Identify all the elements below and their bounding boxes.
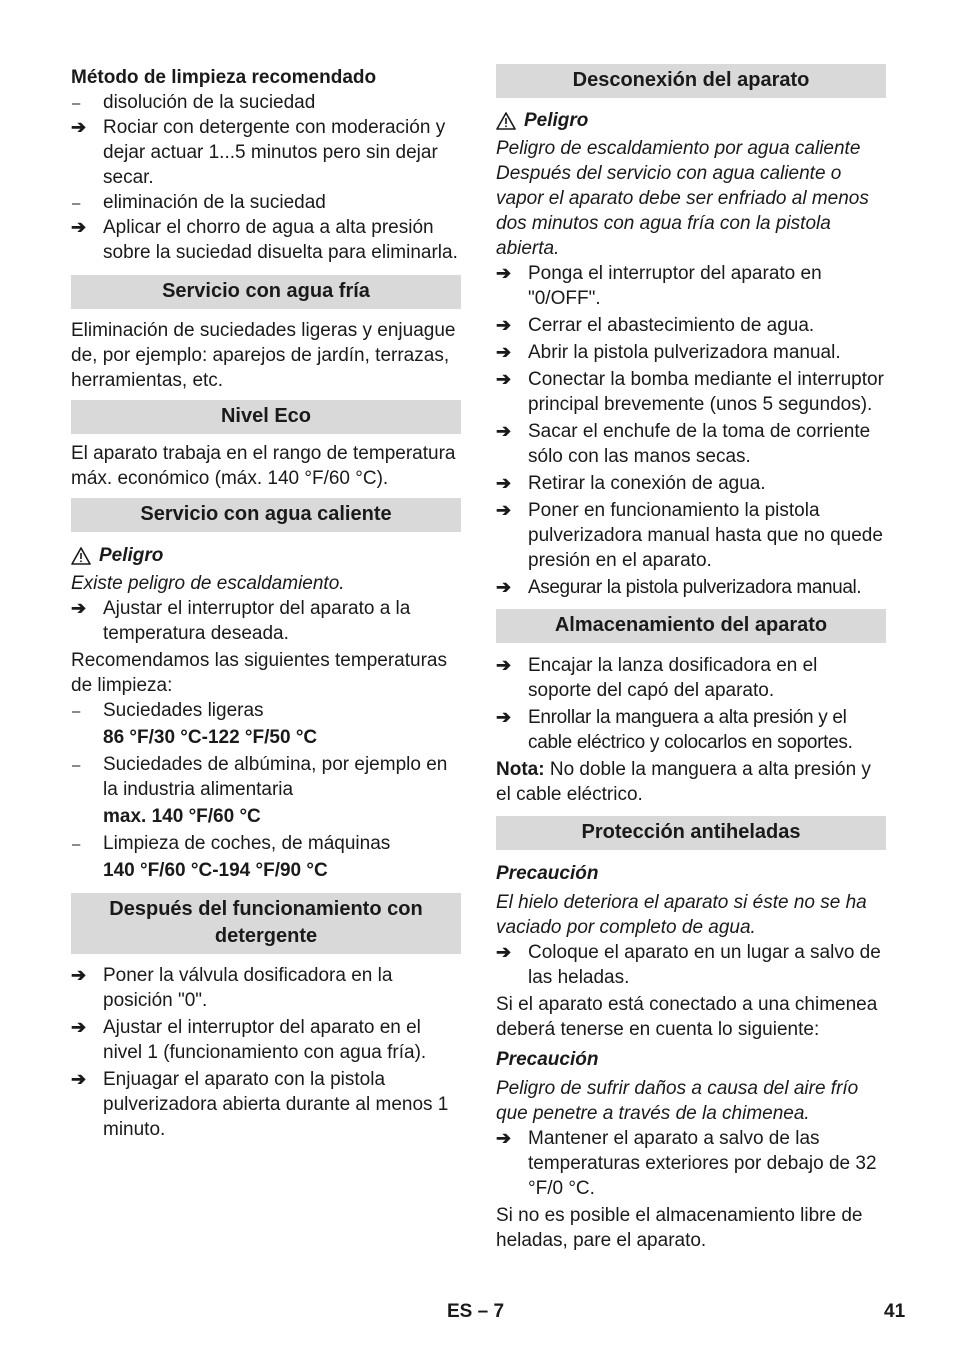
arrow-right-icon: ➔ (71, 1069, 87, 1089)
temperature-value: 86 °F/30 °C-122 °F/50 °C (103, 727, 318, 748)
list-item-text: Enjuagar el aparato con la pistola pulverizadora abierta durante al menos 1 minuto. (103, 1069, 449, 1140)
list-item (71, 752, 461, 802)
list-item (71, 1067, 461, 1142)
paragraph: Si no es posible el almacenamiento libre de heladas, pare el aparato. (496, 1205, 863, 1251)
arrow-right-icon: ➔ (71, 217, 87, 237)
list-item (496, 261, 886, 311)
temperature-value: max. 140 °F/60 °C (103, 806, 261, 827)
section-fria (71, 275, 461, 393)
list-item (496, 705, 886, 755)
list-item (71, 90, 461, 115)
metodo-title: Método de limpieza recomendado (71, 67, 377, 88)
list-item (71, 596, 461, 646)
list-item (496, 313, 886, 338)
section-caliente (71, 498, 461, 883)
arrow-right-icon: ➔ (496, 315, 512, 335)
page-number: 41 (884, 1301, 906, 1322)
caution-title: Precaución (496, 863, 599, 884)
warning-title: Peligro (524, 110, 589, 131)
list-item (71, 190, 461, 215)
arrow-right-icon: ➔ (71, 117, 87, 137)
warning-label (71, 543, 461, 568)
list-item-text: Ajustar el interruptor del aparato a la temperatura deseada. (103, 598, 411, 644)
paragraph: Si el aparato está conectado a una chimenea deberá tenerse en cuenta lo siguiente: (496, 994, 878, 1040)
paragraph: El aparato trabaja en el rango de temperatura máx. económico (máx. 140 °F/60 °C). (71, 443, 456, 489)
warning-title: Peligro (99, 545, 164, 566)
list-item (71, 1015, 461, 1065)
list-item (496, 1126, 886, 1201)
list-item-text: Asegurar la pistola pulverizadora manual. (528, 577, 862, 598)
section-almacenamiento (496, 609, 886, 807)
arrow-right-icon: ➔ (496, 473, 512, 493)
list-item (496, 940, 886, 990)
caution-text: El hielo deteriora el aparato si éste no se ha vaciado por completo de agua. (496, 892, 867, 938)
arrow-right-icon: ➔ (496, 655, 512, 675)
list-item-text: Ponga el interruptor del aparato en "0/OFF". (528, 263, 822, 309)
arrow-right-icon: ➔ (496, 942, 512, 962)
arrow-right-icon: ➔ (496, 263, 512, 283)
dash-bullet (71, 831, 99, 857)
arrow-right-icon: ➔ (496, 421, 512, 441)
dash-bullet (71, 752, 99, 778)
list-item-text: Poner la válvula dosificadora en la posición "0". (103, 965, 393, 1011)
list-item (496, 419, 886, 469)
list-item (496, 575, 886, 600)
arrow-right-icon: ➔ (496, 500, 512, 520)
arrow-right-icon: ➔ (496, 577, 511, 597)
paragraph: Eliminación de suciedades ligeras y enjuague de, por ejemplo: aparejos de jardín, terrazas, herramientas, etc. (71, 320, 456, 391)
section-heading: Servicio con agua caliente (71, 498, 461, 532)
section-proteccion (496, 816, 886, 1253)
list-item (496, 367, 886, 417)
right-column (496, 64, 886, 1253)
section-eco (71, 400, 461, 491)
section-despues (71, 893, 461, 1142)
temperature-value: 140 °F/60 °C-194 °F/90 °C (103, 860, 328, 881)
list-item-text: Suciedades de albúmina, por ejemplo en la industria alimentaria (103, 754, 448, 800)
list-item-text: Poner en funcionamiento la pistola pulverizadora manual hasta que no quede presión en el aparato. (528, 500, 883, 571)
section-heading: Protección antiheladas (496, 816, 886, 850)
list-item (496, 340, 886, 365)
section-heading: Desconexión del aparato (496, 64, 886, 98)
list-item-text: Limpieza de coches, de máquinas (103, 833, 391, 854)
warning-icon (496, 112, 516, 130)
warning-text: Peligro de escaldamiento por agua caliente Después del servicio con agua caliente o vapor el aparato debe ser enfriado al menos dos minutos con agua fría con la pistola abierta. (496, 138, 869, 259)
warning-icon (71, 547, 91, 565)
list-item-text: eliminación de la suciedad (103, 192, 326, 213)
arrow-right-icon: ➔ (496, 707, 511, 727)
list-item-text: Retirar la conexión de agua. (528, 473, 766, 494)
list-item-text: disolución de la suciedad (103, 92, 316, 113)
list-item-text: Coloque el aparato en un lugar a salvo de las heladas. (528, 942, 881, 988)
list-item (71, 963, 461, 1013)
arrow-right-icon: ➔ (71, 965, 87, 985)
caution-title: Precaución (496, 1049, 599, 1070)
language-page-label: ES – 7 (447, 1301, 505, 1322)
list-item (71, 831, 461, 856)
list-item (71, 115, 461, 190)
section-desconexion (496, 64, 886, 600)
list-item-text: Conectar la bomba mediante el interruptor principal brevemente (unos 5 segundos). (528, 369, 884, 415)
caution-text: Peligro de sufrir daños a causa del aire frío que penetre a través de la chimenea. (496, 1078, 859, 1124)
section-metodo (71, 65, 461, 265)
dash-bullet (71, 190, 99, 216)
list-item-text: Suciedades ligeras (103, 700, 264, 721)
section-heading: Nivel Eco (71, 400, 461, 434)
list-item-text: Enrollar la manguera a alta presión y el cable eléctrico y colocarlos en soportes. (528, 707, 853, 753)
arrow-right-icon: ➔ (496, 1128, 512, 1148)
list-item-text: Cerrar el abastecimiento de agua. (528, 315, 815, 336)
paragraph: Recomendamos las siguientes temperaturas de limpieza: (71, 650, 447, 696)
list-item-text: Abrir la pistola pulverizadora manual. (528, 342, 841, 363)
list-item (496, 653, 886, 703)
note-label: Nota: (496, 759, 545, 780)
list-item-text: Encajar la lanza dosificadora en el soporte del capó del aparato. (528, 655, 818, 701)
list-item-text: Sacar el enchufe de la toma de corriente sólo con las manos secas. (528, 421, 871, 467)
dash-bullet (71, 698, 99, 724)
list-item-text: Rociar con detergente con moderación y dejar actuar 1...5 minutos pero sin dejar secar. (103, 117, 446, 188)
warning-label (496, 108, 886, 133)
list-item (496, 471, 886, 496)
page-footer (0, 1297, 954, 1325)
list-item (71, 215, 461, 265)
list-item-text: Mantener el aparato a salvo de las temperaturas exteriores por debajo de 32 °F/0 °C. (528, 1128, 877, 1199)
note-text: No doble la manguera a alta presión y el cable eléctrico. (496, 759, 871, 805)
list-item-text: Aplicar el chorro de agua a alta presión sobre la suciedad disuelta para eliminarla. (103, 217, 458, 263)
dash-bullet (71, 90, 99, 116)
list-item-text: Ajustar el interruptor del aparato en el nivel 1 (funcionamiento con agua fría). (103, 1017, 427, 1063)
warning-text: Existe peligro de escaldamiento. (71, 573, 345, 594)
list-item (496, 498, 886, 573)
section-heading: Después del funcionamiento con detergente (71, 893, 461, 954)
section-heading: Almacenamiento del aparato (496, 609, 886, 643)
arrow-right-icon: ➔ (496, 342, 512, 362)
section-heading: Servicio con agua fría (71, 275, 461, 309)
arrow-right-icon: ➔ (71, 1017, 87, 1037)
note-paragraph (496, 757, 886, 807)
left-column (71, 64, 461, 1142)
arrow-right-icon: ➔ (496, 369, 512, 389)
arrow-right-icon: ➔ (71, 598, 87, 618)
list-item (71, 698, 461, 723)
